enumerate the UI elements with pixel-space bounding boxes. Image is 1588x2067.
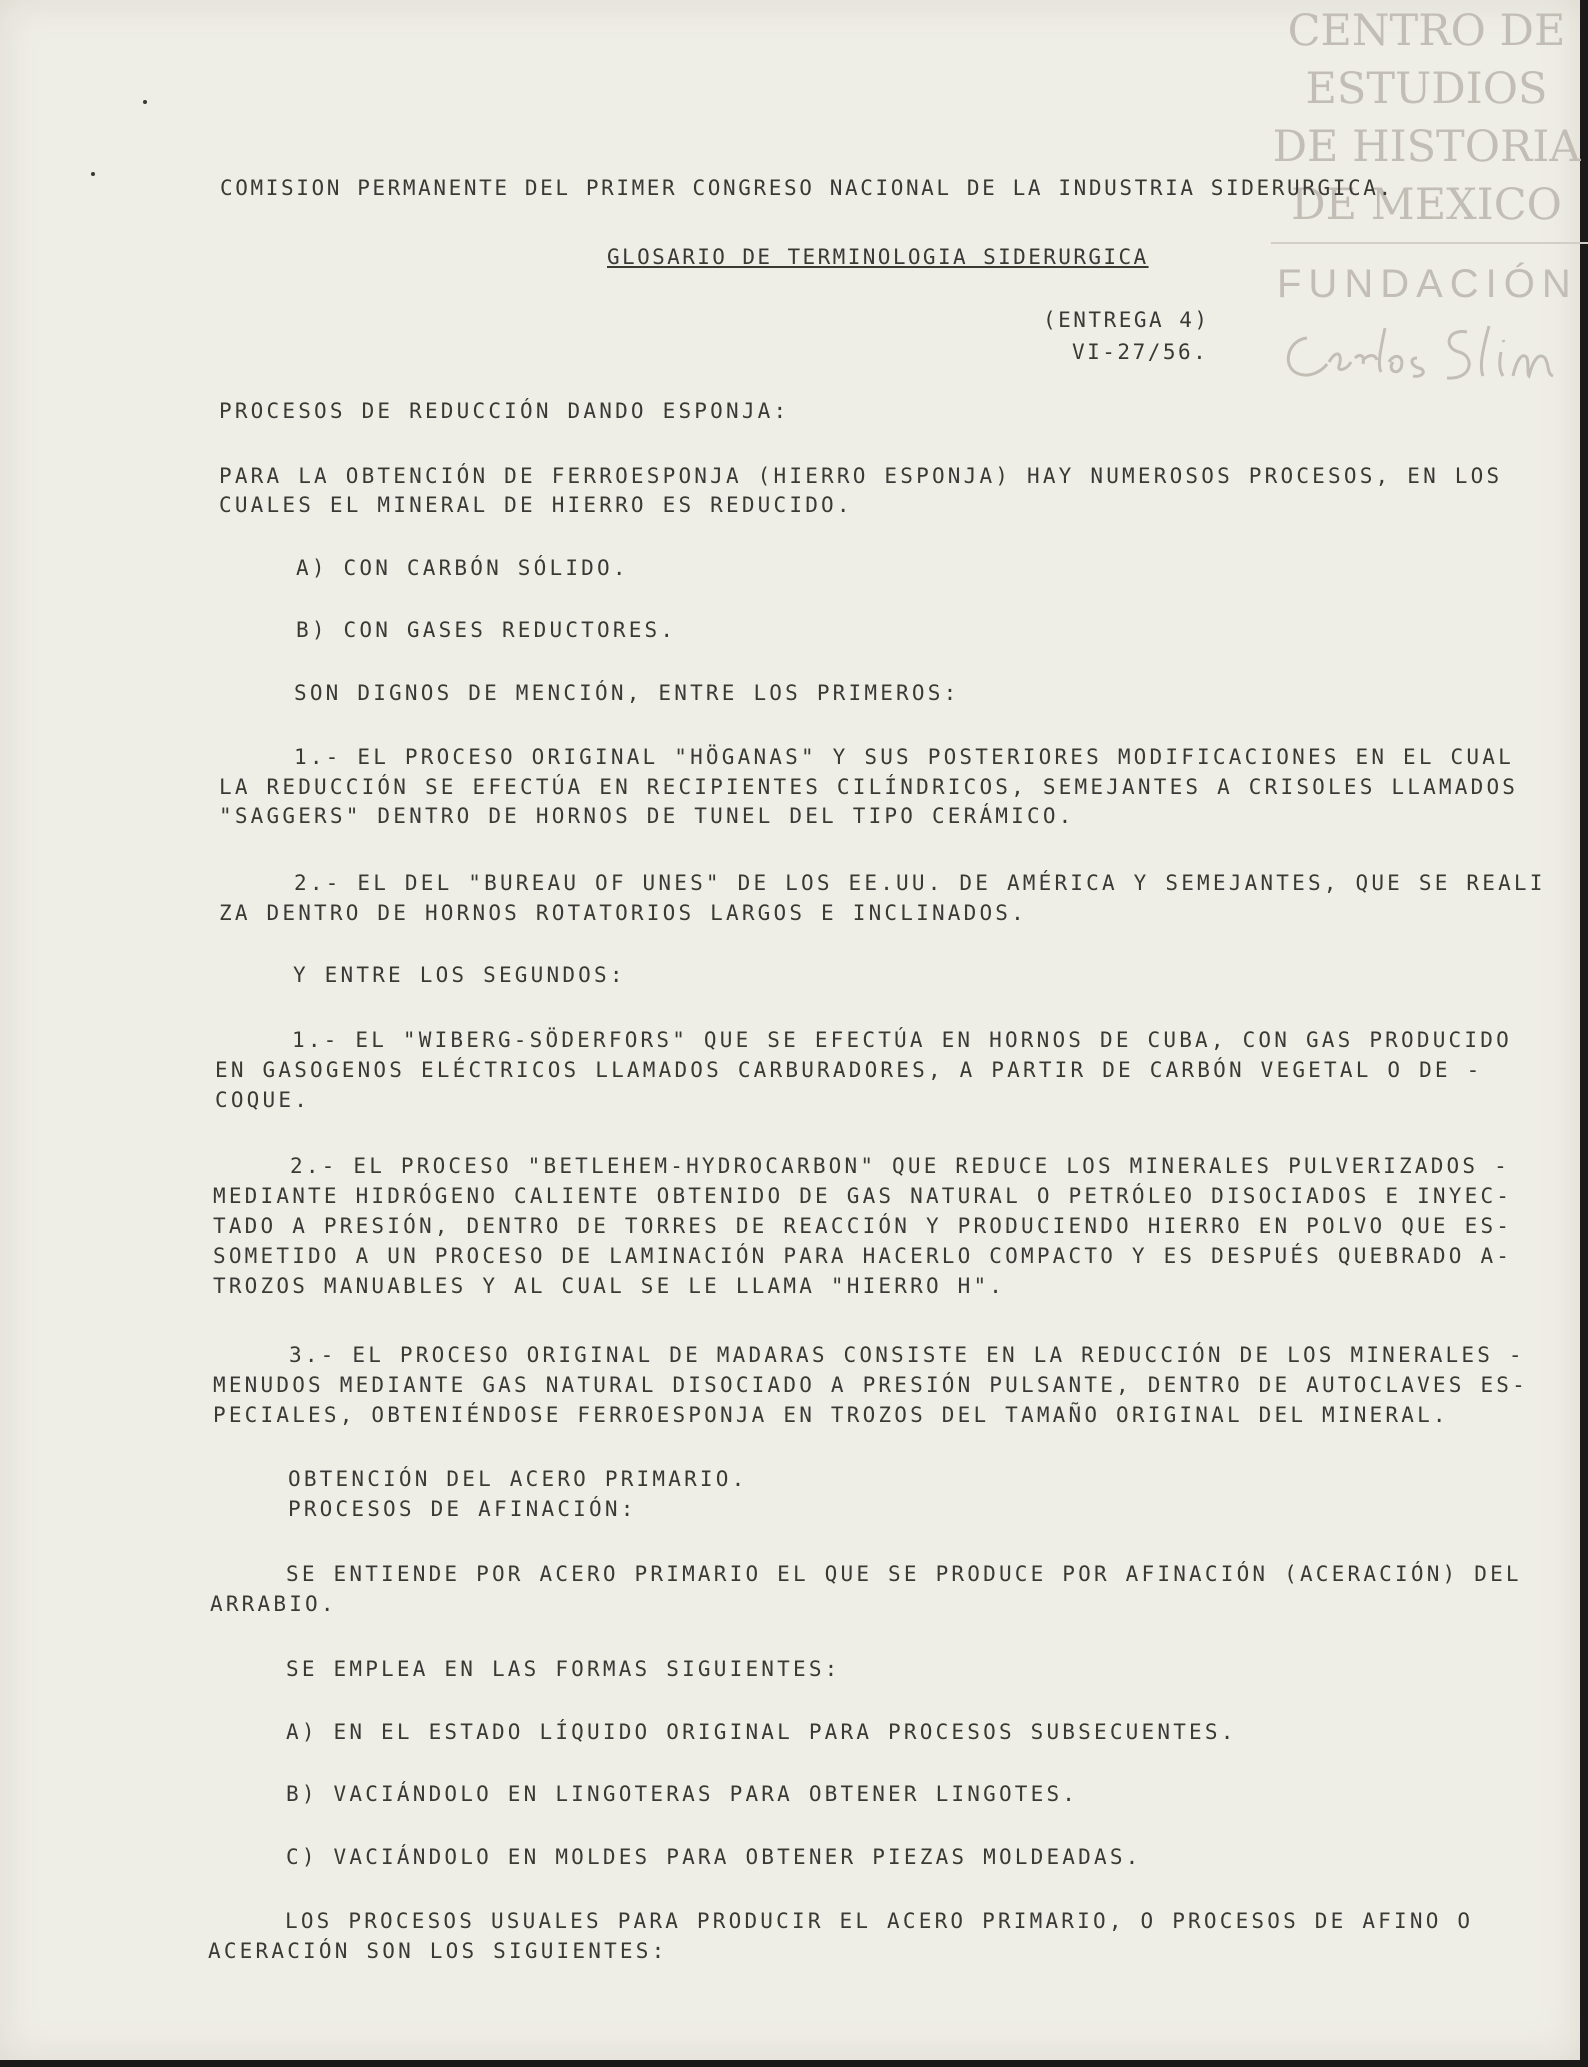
text-line: 1.- EL "WIBERG-SÖDERFORS" QUE SE EFECTÚA EN HORNOS DE CUBA, CON GAS PRODUCIDO — [292, 1028, 1512, 1052]
document-subtitle: GLOSARIO DE TERMINOLOGIA SIDERURGICA — [607, 245, 1149, 269]
section-heading: PROCESOS DE AFINACIÓN: — [288, 1497, 637, 1521]
list-item: C) VACIÁNDOLO EN MOLDES PARA OBTENER PIEZAS MOLDEADAS. — [286, 1845, 1142, 1869]
text-line: PARA LA OBTENCIÓN DE FERROESPONJA (HIERRO ESPONJA) HAY NUMEROSOS PROCESOS, EN LOS — [219, 464, 1503, 488]
text-line: EN GASOGENOS ELÉCTRICOS LLAMADOS CARBURADORES, A PARTIR DE CARBÓN VEGETAL O DE - — [215, 1058, 1483, 1082]
watermark-line: CENTRO DE — [1287, 6, 1566, 56]
text-line: SOMETIDO A UN PROCESO DE LAMINACIÓN PARA HACERLO COMPACTO Y ES DESPUÉS QUEBRADO A- — [213, 1244, 1513, 1268]
text-line: CUALES EL MINERAL DE HIERRO ES REDUCIDO. — [219, 493, 853, 517]
text-line: TROZOS MANUABLES Y AL CUAL SE LE LLAMA "HIERRO H". — [213, 1274, 1006, 1298]
section-heading: PROCESOS DE REDUCCIÓN DANDO ESPONJA: — [219, 399, 790, 423]
text-line: ZA DENTRO DE HORNOS ROTATORIOS LARGOS E INCLINADOS. — [219, 901, 1027, 925]
text-line: SON DIGNOS DE MENCIÓN, ENTRE LOS PRIMEROS: — [294, 681, 960, 705]
text-line: 2.- EL DEL "BUREAU OF UNES" DE LOS EE.UU. DE AMÉRICA Y SEMEJANTES, QUE SE REALI — [294, 871, 1546, 895]
document-title: COMISION PERMANENTE DEL PRIMER CONGRESO NACIONAL DE LA INDUSTRIA SIDERURGICA. — [220, 176, 1394, 200]
list-item: B) VACIÁNDOLO EN LINGOTERAS PARA OBTENER LINGOTES. — [286, 1782, 1079, 1806]
watermark-fundacion: FUNDACIÓN — [1277, 262, 1578, 306]
entrega-number: (ENTREGA 4) — [1043, 308, 1210, 332]
text-line: 2.- EL PROCESO "BETLEHEM-HYDROCARBON" QUE REDUCE LOS MINERALES PULVERIZADOS - — [290, 1154, 1510, 1178]
text-line: LOS PROCESOS USUALES PARA PRODUCIR EL ACERO PRIMARIO, O PROCESOS DE AFINO O — [285, 1909, 1474, 1933]
text-line: MEDIANTE HIDRÓGENO CALIENTE OBTENIDO DE GAS NATURAL O PETRÓLEO DISOCIADOS E INYEC- — [213, 1184, 1513, 1208]
text-line: LA REDUCCIÓN SE EFECTÚA EN RECIPIENTES CILÍNDRICOS, SEMEJANTES A CRISOLES LLAMADOS — [219, 775, 1519, 799]
text-line: ARRABIO. — [210, 1592, 337, 1616]
document-date: VI-27/56. — [1072, 340, 1209, 364]
text-line: PECIALES, OBTENIÉNDOSE FERROESPONJA EN TROZOS DEL TAMAÑO ORIGINAL DEL MINERAL. — [213, 1403, 1449, 1427]
text-line: SE EMPLEA EN LAS FORMAS SIGUIENTES: — [286, 1657, 841, 1681]
archive-watermark — [1265, 0, 1588, 400]
text-line: ACERACIÓN SON LOS SIGUIENTES: — [208, 1939, 668, 1963]
list-item: B) CON GASES REDUCTORES. — [296, 618, 677, 642]
text-line: "SAGGERS" DENTRO DE HORNOS DE TUNEL DEL TIPO CERÁMICO. — [219, 804, 1075, 828]
signature-logo — [1277, 318, 1577, 398]
text-line: MENUDOS MEDIANTE GAS NATURAL DISOCIADO A PRESIÓN PULSANTE, DENTRO DE AUTOCLAVES ES- — [213, 1373, 1528, 1397]
watermark-line: ESTUDIOS — [1305, 64, 1548, 114]
text-line: 1.- EL PROCESO ORIGINAL "HÖGANAS" Y SUS POSTERIORES MODIFICACIONES EN EL CUAL — [294, 745, 1514, 769]
list-item: A) CON CARBÓN SÓLIDO. — [296, 556, 629, 580]
watermark-line: DE HISTORIA — [1272, 122, 1581, 172]
text-line: SE ENTIENDE POR ACERO PRIMARIO EL QUE SE PRODUCE POR AFINACIÓN (ACERACIÓN) DEL — [286, 1562, 1522, 1586]
text-line: TADO A PRESIÓN, DENTRO DE TORRES DE REACCIÓN Y PRODUCIENDO HIERRO EN POLVO QUE ES- — [213, 1214, 1513, 1238]
text-line: Y ENTRE LOS SEGUNDOS: — [293, 963, 626, 987]
paper-speck — [143, 100, 147, 104]
section-heading: OBTENCIÓN DEL ACERO PRIMARIO. — [288, 1467, 748, 1491]
watermark-divider — [1271, 242, 1588, 244]
watermark-line: DE MEXICO — [1291, 180, 1562, 230]
text-line: 3.- EL PROCESO ORIGINAL DE MADARAS CONSISTE EN LA REDUCCIÓN DE LOS MINERALES - — [289, 1343, 1525, 1367]
paper-speck — [91, 172, 95, 176]
list-item: A) EN EL ESTADO LÍQUIDO ORIGINAL PARA PROCESOS SUBSECUENTES. — [286, 1720, 1237, 1744]
text-line: COQUE. — [215, 1088, 311, 1112]
